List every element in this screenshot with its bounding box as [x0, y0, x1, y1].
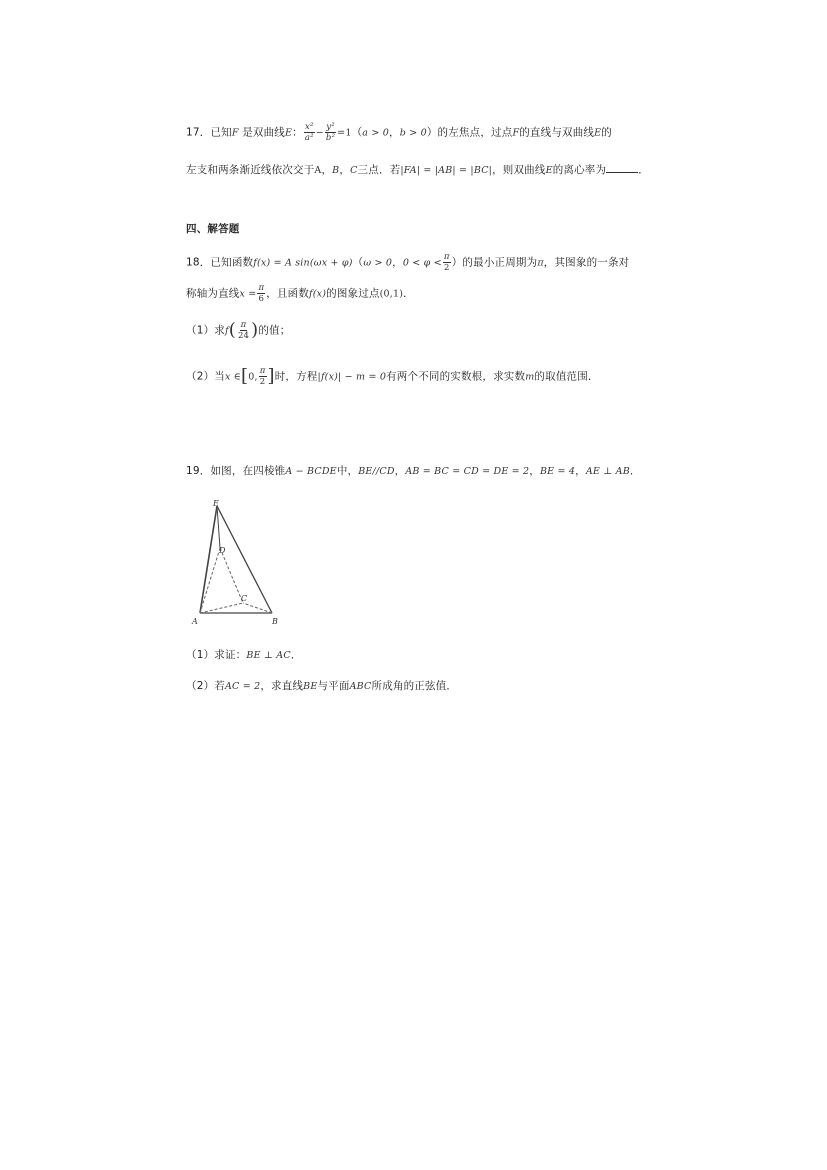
q19-text: 19．如图，在四棱锥	[186, 465, 286, 477]
q19-text: ．	[629, 465, 641, 477]
q18-fraction-pi-2	[443, 252, 451, 273]
q18-p1-f: f	[224, 325, 229, 337]
q17-text: 是双曲线	[238, 126, 286, 139]
q17-comma: ，	[321, 164, 333, 176]
q18-text: 18．已知函数	[186, 256, 254, 269]
q17-paren: （	[351, 126, 363, 139]
q17-numerator-x: x²	[305, 122, 314, 132]
q19-perpendicular: AE ⊥ AB	[585, 466, 630, 477]
q18-text: 时，方程	[274, 370, 318, 383]
q17-var-F: F	[231, 127, 239, 139]
q19-be: BE	[303, 681, 318, 692]
q17-text: ：	[292, 126, 303, 139]
section-heading: 四、解答题	[186, 223, 240, 235]
q19-pyramid: A − BCDE	[285, 466, 337, 477]
q18-numerator: π	[258, 283, 265, 293]
q19-part-1	[186, 647, 302, 664]
q17-comma: ，	[389, 126, 400, 139]
label-B: B	[272, 617, 278, 626]
q17-text: 的	[601, 126, 612, 139]
q19-text: 与平面	[317, 680, 350, 692]
q17-denominator-a: a²	[304, 133, 314, 143]
q18-text: 的取值范围．	[534, 370, 599, 383]
edge-EA	[200, 506, 217, 613]
q19-ac: AC = 2	[224, 681, 261, 692]
q18-text: ．	[403, 287, 414, 300]
q18-text: 的最小正周期为	[462, 256, 538, 269]
q17-comma: ，	[339, 164, 351, 176]
q18-denominator: 2	[444, 263, 450, 273]
q18-paren: ）	[451, 256, 463, 269]
q19-comma: ，	[529, 465, 540, 477]
q17-cond-a: a > 0	[362, 127, 389, 139]
q17-fraction-x	[304, 122, 315, 143]
right-bracket: ]	[267, 365, 275, 387]
label-D: D	[219, 546, 226, 555]
q18-fx: f(x)	[309, 288, 327, 300]
q18-point: (0,1)	[379, 288, 404, 300]
q18-function: f(x) = A sin(ωx + φ)	[253, 257, 353, 269]
q18-part-2	[186, 366, 599, 387]
q18-line-1	[186, 252, 629, 273]
q18-m: m	[525, 371, 535, 383]
pyramid-figure	[186, 497, 286, 632]
q18-equation: |f(x)| − m = 0	[317, 371, 387, 383]
q18-zero: 0,	[248, 371, 258, 383]
q17-point-A: A	[314, 165, 322, 176]
q17-var-E: E	[545, 165, 553, 176]
label-C: C	[241, 594, 248, 603]
q17-minus: −	[315, 127, 324, 139]
q19-line-1	[186, 463, 641, 480]
q17-text: ．	[638, 164, 649, 176]
q17-cond-b: b > 0	[399, 127, 427, 139]
q17-line-2	[186, 161, 649, 179]
q18-p2-label: （2）当	[186, 370, 225, 383]
q17-point-C: C	[350, 165, 358, 176]
q17-var-E: E	[594, 127, 602, 139]
q18-numerator: π	[240, 320, 247, 330]
q19-p2-label: （2）若	[186, 680, 225, 692]
q18-text: 称轴为直线	[186, 287, 240, 300]
q19-abc: ABC	[349, 681, 372, 692]
edge-AD	[200, 548, 220, 613]
answer-blank	[606, 161, 638, 173]
q17-text: 三点．若	[357, 164, 401, 176]
q19-text: ，求直线	[260, 680, 304, 692]
q19-part-2	[186, 678, 457, 695]
label-A: A	[192, 617, 198, 626]
q18-fraction-pi-2	[259, 366, 267, 387]
q17-text: ，则双曲线	[492, 164, 546, 176]
q17-line-1	[186, 122, 612, 143]
q17-fraction-y	[325, 122, 336, 143]
q17-equals-one: =1	[337, 127, 352, 139]
q18-text: ，其图象的一条对	[543, 256, 630, 269]
q18-denominator: 24	[237, 331, 250, 341]
left-bracket: [	[241, 365, 249, 387]
q18-fraction-pi-24	[237, 320, 250, 341]
q19-parallel: BE//CD	[358, 466, 395, 477]
q17-point-B: B	[332, 165, 340, 176]
q18-paren: （	[352, 256, 364, 269]
q18-denominator: 6	[258, 294, 265, 304]
q18-denominator: 2	[259, 377, 266, 387]
q17-text: 左支和两条渐近线依次交于	[186, 164, 315, 176]
q19-text: 所成角的正弦值．	[371, 680, 458, 692]
q18-numerator: π	[259, 366, 266, 376]
q17-text: 的离心率为	[552, 164, 607, 176]
q18-text: ，且函数	[266, 287, 310, 300]
q18-cond-omega: ω > 0	[363, 257, 393, 269]
q18-cond-phi: 0 < φ <	[402, 257, 442, 269]
q19-equalities: AB = BC = CD = DE = 2	[405, 466, 530, 477]
edge-DC	[220, 548, 243, 603]
q17-text: 17．已知	[186, 126, 232, 139]
q19-text: ．	[290, 649, 302, 661]
q18-axis: x =	[239, 288, 257, 300]
q18-text: 的值；	[258, 324, 291, 337]
q18-p2-x: x ∈	[224, 371, 241, 383]
q17-numerator-y: y²	[326, 122, 335, 132]
q17-var-F: F	[512, 127, 520, 139]
q18-part-1	[186, 320, 291, 341]
q17-ratio: |FA| = |AB| = |BC|	[400, 165, 493, 176]
q18-text: 有两个不同的实数根，求实数	[386, 370, 526, 383]
q19-comma: ，	[394, 465, 406, 477]
q17-var-E: E	[285, 127, 293, 139]
q19-p1-label: （1）求证：	[186, 649, 247, 661]
q18-period: π	[537, 257, 544, 269]
q18-line-2	[186, 283, 414, 304]
left-paren: (	[228, 319, 236, 341]
q19-comma: ，	[575, 465, 586, 477]
q17-denominator-b: b²	[325, 133, 336, 143]
q18-p1-label: （1）求	[186, 324, 225, 337]
edge-AC	[200, 603, 243, 613]
q18-comma: ，	[392, 256, 403, 269]
q19-text: 中，	[336, 465, 359, 477]
label-E: E	[213, 499, 219, 508]
q18-numerator: π	[443, 252, 450, 262]
right-paren: )	[251, 319, 259, 341]
q18-fraction-pi-6	[257, 283, 265, 304]
q17-text: 的直线与双曲线	[519, 126, 595, 139]
q17-text: 的左焦点，过点	[437, 126, 513, 139]
q19-be-length: BE = 4	[540, 466, 576, 477]
q19-p1-statement: BE ⊥ AC	[246, 650, 291, 661]
q17-paren: ）	[426, 126, 438, 139]
q18-text: 的图象过点	[326, 287, 380, 300]
